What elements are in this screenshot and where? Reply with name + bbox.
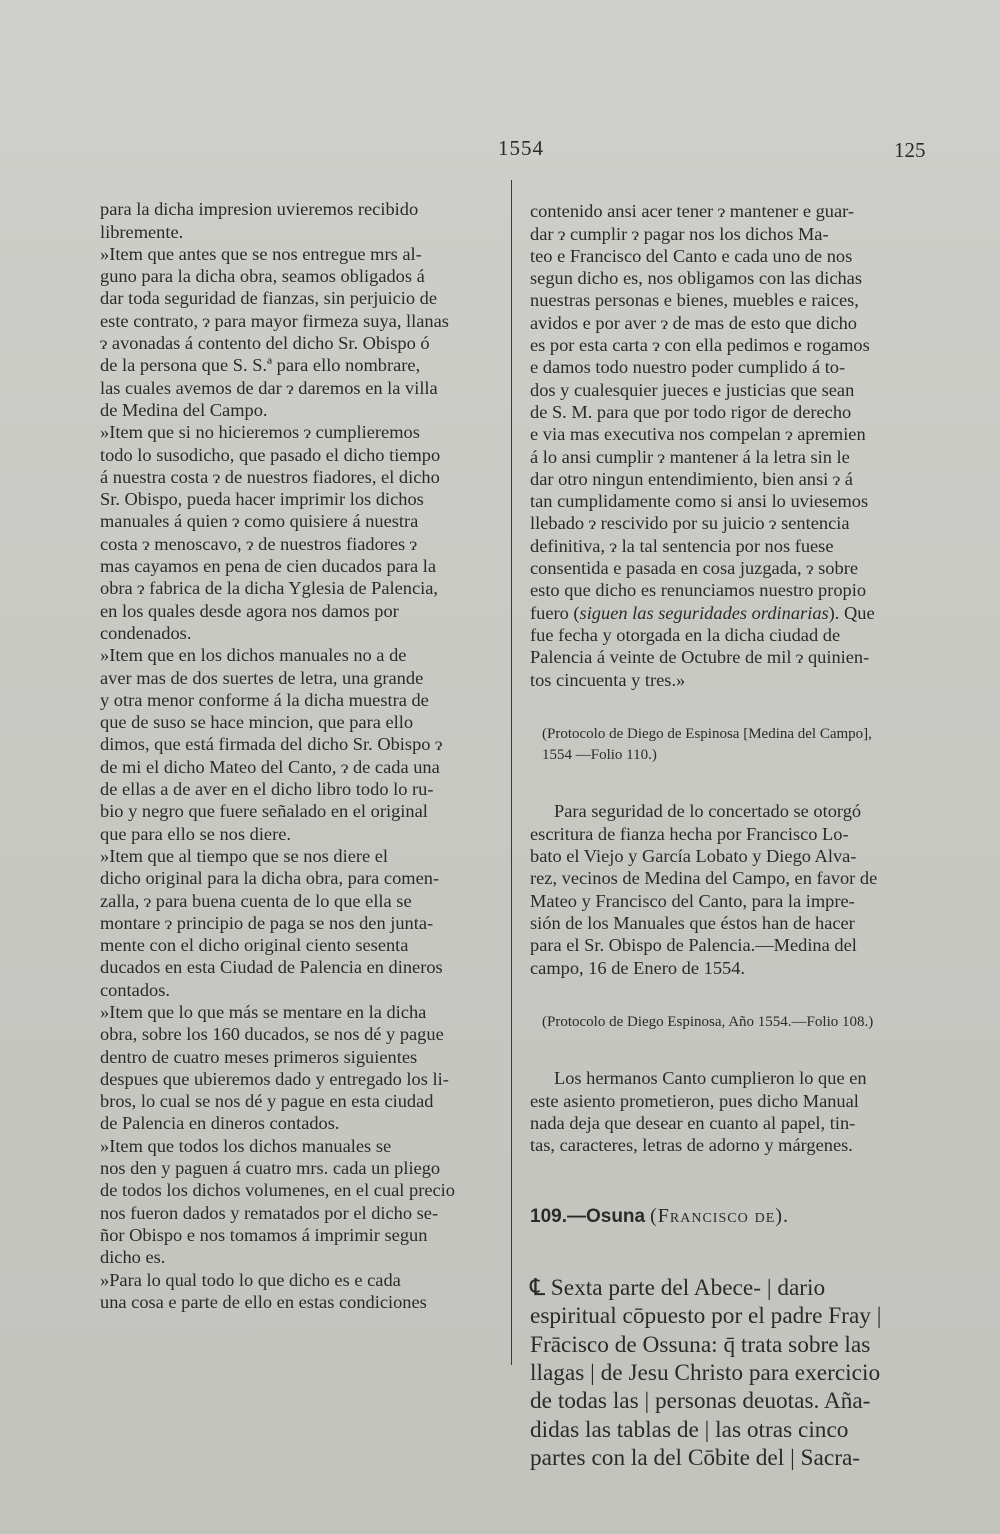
entry-number: 109.— [530, 1205, 586, 1227]
entry-heading [530, 1203, 934, 1230]
contract-text-end: ). Que fue fecha y otorgada en la dicha ciudad de Palencia á veinte de Octubre de mil ɂ quinien- tos cincuenta y tres.» [530, 602, 875, 690]
paragraph-canto-brothers: Los hermanos Canto cumplieron lo que en este asiento prometieron, pues dicho Manual nada deja que desear en cuanto al papel, tin- tas, caracteres, letras de adorno y márgenes. [530, 1068, 867, 1156]
left-column [100, 176, 502, 1335]
page-number: 125 [894, 138, 926, 162]
contract-italic-note: siguen las seguridades ordinarias [579, 602, 829, 623]
contract-continuation [530, 200, 934, 691]
paragraph-fianza: Para seguridad de lo concertado se otorgó escritura de fianza hecha por Francisco Lo- bato el Viejo y García Lobato y Diego Alva- rez, vecinos de Medina del Campo, en favor de Mateo y Francisco del Canto, para la impre- sión de los Manuales que éstos han de hacer para el Sr. Obispo de Palencia.—Medina del campo, 16 de Enero de 1554. [530, 801, 878, 978]
citation-protocol-1: (Protocolo de Diego de Espinosa [Medina del Campo], 1554 —Folio 110.) [542, 726, 872, 764]
right-column [530, 178, 934, 1495]
column-divider-bottom [511, 1020, 512, 1365]
entry-given-name: (Francisco de). [650, 1204, 790, 1227]
contract-text-main: contenido ansi acer tener ɂ mantener e guar- dar ɂ cumplir ɂ pagar nos los dichos Ma- teo e Francisco del Canto e cada uno de nos segun dicho es, nos obligamos con las dichas nuestras personas e bienes, muebles e raices, avidos e por aver ɂ de mas de esto que dicho es por esta carta ɂ con ella pedimos e rogamos e damos todo nuestro poder cumplido á to- dos y cualesquier jueces e justicias que sean de S. M. para que por todo rigor de derecho e via mas executiva nos compelan ɂ apremien á lo ansi cumplir ɂ mantener á la letra sin le dar otro ningun entendimiento, bien ansi ɂ á tan cumplidamente como si ansi lo uviesemos llebado ɂ rescivido por su juicio ɂ sentencia definitiva, ɂ la tal sentencia por nos fuese consentida e pasada en cosa juzgada, ɂ sobre esto que dicho es renunciamos nuestro propio fuero ( [530, 201, 870, 623]
running-header-year: 1554 [498, 136, 544, 160]
book-title-transcription: ℄ Sexta parte del Abece- | dario espiritual cōpuesto por el padre Fray | Frācisco de Ossuna: q̄ trata sobre las llagas | de Jesu Christo para exercicio de todas las | personas deuotas. Aña- didas las tablas de | las otras cinco partes con la del Cōbite del | Sacra- [530, 1275, 882, 1471]
entry-surname: Osuna [585, 1205, 646, 1227]
citation-protocol-2: (Protocolo de Diego Espinosa, Año 1554.—Folio 108.) [542, 1014, 874, 1031]
left-column-text: para la dicha impresion uvieremos recibido libremente. »Item que antes que se nos entregue mrs al- guno para la dicha obra, seamos obligados á dar toda seguridad de fianzas, sin perjuicio de este contrato, ɂ para mayor firmeza suya, llanas ɂ avonadas á contento del dicho Sr. Obispo ó de la persona que S. S.ª para ello nombrare, las cuales avemos de dar ɂ daremos en la villa de Medina del Campo. »Item que si no hicieremos ɂ cumplieremos todo lo susodicho, que pasado el dicho tiempo á nuestra costa ɂ de nuestros fiadores, el dicho Sr. Obispo, pueda hacer imprimir los dichos manuales á quien ɂ como quisiere á nuestra costa ɂ menoscavo, ɂ de nuestros fiadores ɂ mas cayamos en pena de cien ducados para la obra ɂ fabrica de la dicha Yglesia de Palencia, en los quales desde agora nos damos por condenados. »Item que en los dichos manuales no a de aver mas de dos suertes de letra, una grande y otra menor conforme á la dicha muestra de que de suso se hace mincion, que para ello dimos, que está firmada del dicho Sr. Obispo ɂ de mi el dicho Mateo del Canto, ɂ de cada una de ellas a de aver en el dicho libro todo lo ru- bio y negro que fuere señalado en el original que para ello se nos diere. »Item que al tiempo que se nos diere el dicho original para la dicha obra, para comen- zalla, ɂ para buena cuenta de lo que ella se montare ɂ principio de paga se nos den junta- mente con el dicho original ciento sesenta ducados en esta Ciudad de Palencia en dineros contados. »Item que lo que más se mentare en la dicha obra, sobre los 160 ducados, se nos dé y pague dentro de cuatro meses primeros siguientes despues que ubieremos dado y entregado los li- bros, lo cual se nos dé y pague en esta ciudad de Palencia en dineros contados. »Item que todos los dichos manuales se nos den y paguen á cuatro mrs. cada un pliego de todos los dichos volumenes, en el cual precio nos fueron dados y rematados por el dicho se- ñor Obispo e nos tomamos á imprimir segun dicho es. »Para lo qual todo lo que dicho es e cada una cosa e parte de ello en estas condiciones [100, 199, 455, 1312]
